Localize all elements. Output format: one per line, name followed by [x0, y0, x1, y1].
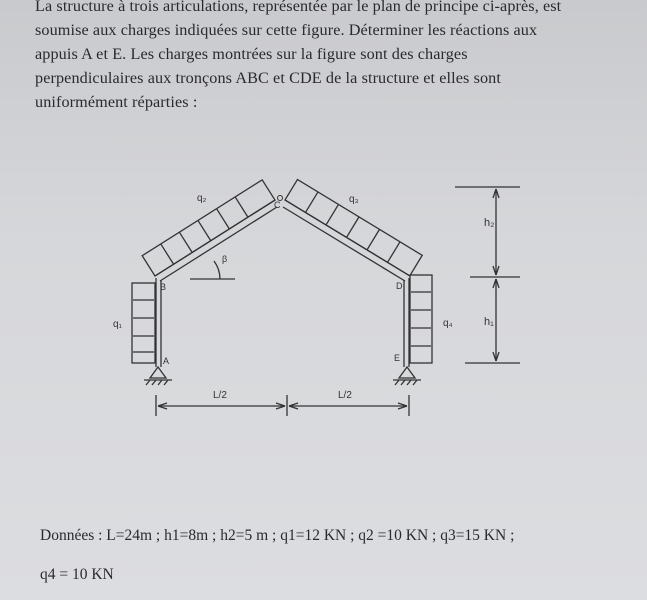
label-c: C — [274, 200, 281, 210]
paragraph-line: perpendiculaires aux tronçons ABC et CDE de la structure et elles sont — [35, 69, 501, 87]
label-l-half-left: L/2 — [213, 390, 227, 401]
pinned-support-a — [144, 367, 172, 385]
angle-beta — [190, 261, 235, 279]
label-h2: h₂ — [484, 217, 495, 229]
dimension-heights — [455, 187, 520, 363]
label-q1: q₁ — [113, 319, 122, 330]
paragraph-line: soumise aux charges indiquées sur cette figure. Déterminer les réactions aux — [35, 21, 538, 39]
label-l-half-right: L/2 — [338, 390, 352, 401]
label-beta: β — [222, 254, 228, 264]
data-line-1: Données : L=24m ; h1=8m ; h2=5 m ; q1=12 KN ; q2 =10 KN ; q3=15 KN ; — [40, 527, 515, 544]
label-q2: q₂ — [197, 193, 207, 204]
label-d: D — [396, 281, 403, 291]
paragraph-line: La structure à trois articulations, représentée par le plan de principe ci-après, est — [35, 0, 562, 15]
three-hinged-frame-diagram — [0, 160, 647, 440]
label-e: E — [394, 353, 401, 363]
label-q4: q₄ — [443, 318, 453, 329]
load-q4 — [410, 275, 432, 363]
dimension-span — [156, 395, 409, 416]
paragraph-line: appuis A et E. Les charges montrées sur la figure sont des charges — [35, 45, 468, 63]
pinned-support-e — [393, 367, 421, 385]
problem-statement — [35, 0, 627, 114]
label-b: B — [160, 282, 167, 292]
label-h1: h₁ — [484, 316, 494, 328]
load-q1 — [132, 283, 155, 363]
label-a: A — [163, 356, 170, 366]
load-q2 — [142, 180, 275, 276]
paragraph-line: uniformément réparties : — [35, 93, 198, 111]
label-q3: q₃ — [349, 194, 359, 205]
data-line-2: q4 = 10 KN — [40, 566, 114, 583]
